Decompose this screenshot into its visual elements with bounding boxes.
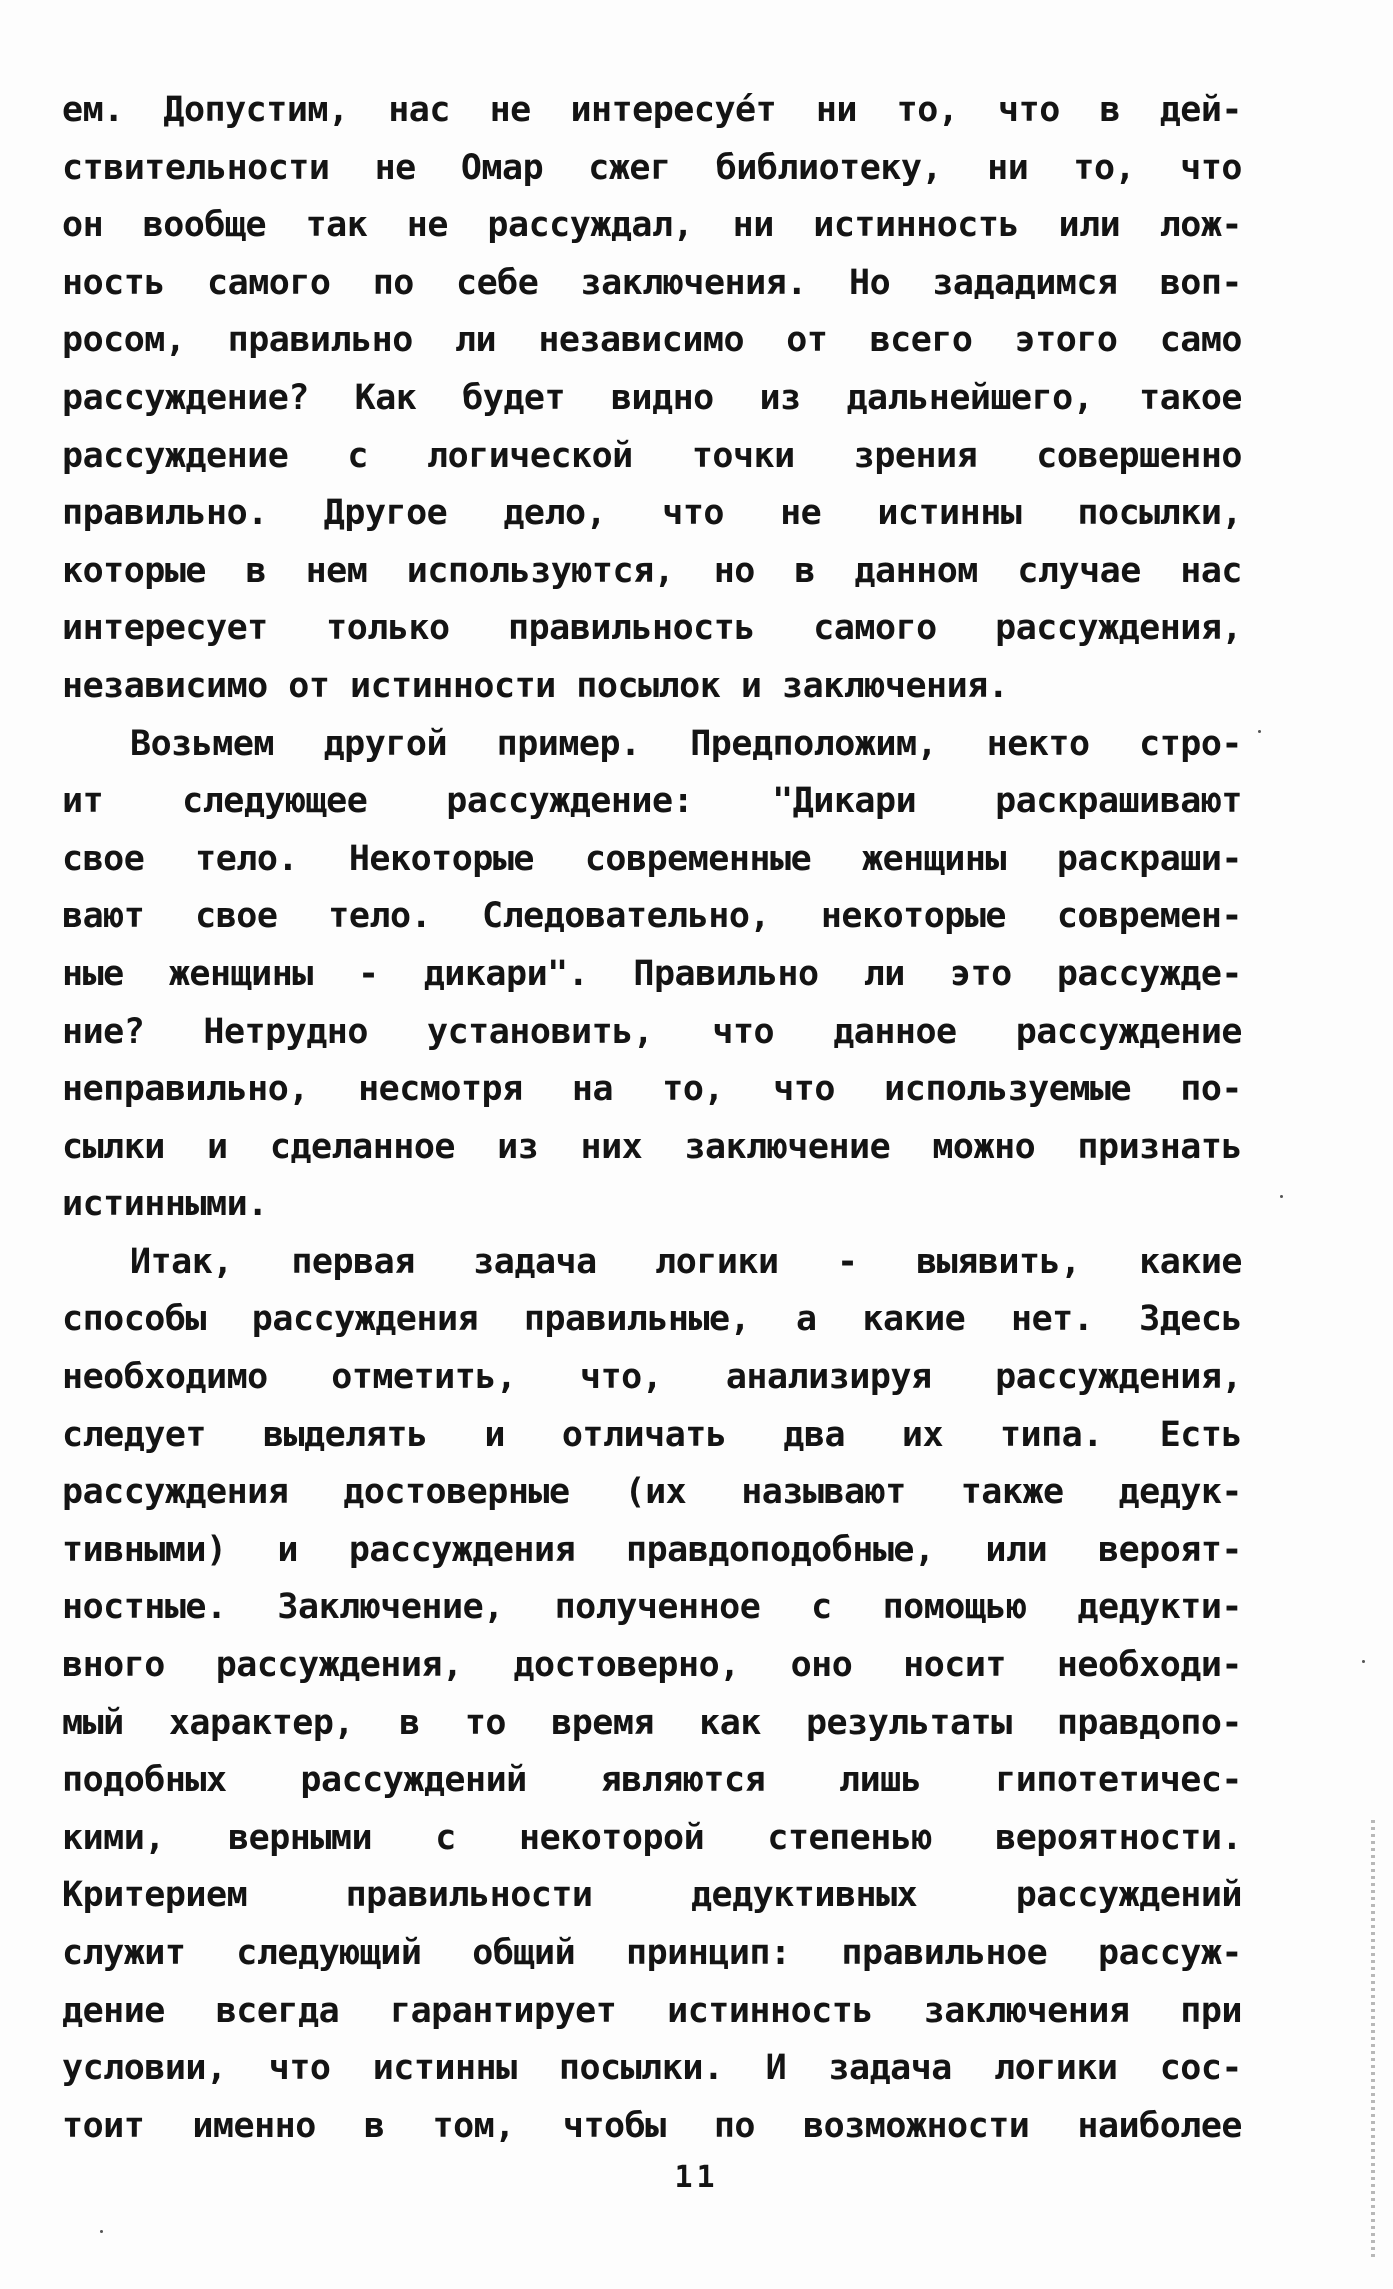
text-line: вают свое тело. Следовательно, некоторые современ- [62, 896, 1242, 937]
text-line: свое тело. Некоторые современные женщины раскраши- [62, 838, 1242, 879]
text-line: истинными. [62, 1184, 268, 1225]
text-line: тоит именно в том, чтобы по возможности наиболее [62, 2105, 1242, 2146]
text-line: дение всегда гарантирует истинность заключения при [62, 1990, 1242, 2031]
page-number: 11 [674, 2160, 719, 2195]
text-line: ность самого по себе заключения. Но зададимся воп- [62, 262, 1242, 303]
scan-edge-artifact [1371, 1820, 1375, 2260]
text-line: он вообще так не рассуждал, ни истинность или лож- [62, 205, 1242, 246]
text-line: ствительности не Омар сжег библиотеку, ни то, что [62, 147, 1242, 188]
text-line: интересует только правильность самого рассуждения, [62, 608, 1242, 649]
scan-speck [1280, 1195, 1283, 1198]
text-line: условии, что истинны посылки. И задача логики сос- [62, 2048, 1242, 2089]
text-line: которые в нем используются, но в данном случае нас [62, 550, 1242, 591]
text-line: способы рассуждения правильные, а какие нет. Здесь [62, 1299, 1242, 1340]
text-line: служит следующий общий принцип: правильное рассуж- [62, 1933, 1242, 1973]
text-line: рассуждение? Как будет видно из дальнейшего, такое [62, 377, 1242, 418]
text-line: правильно. Другое дело, что не истинны посылки, [62, 493, 1242, 534]
text-line: кими, верными с некоторой степенью вероятности. [62, 1817, 1242, 1858]
text-line: росом, правильно ли независимо от всего этого само [62, 320, 1242, 361]
scan-speck [100, 2230, 103, 2233]
text-line: ит следующее рассуждение: "Дикари раскрашивают [62, 781, 1242, 822]
body-text [62, 82, 1242, 2155]
scan-speck [1362, 1660, 1365, 1663]
text-line: следует выделять и отличать два их типа. Есть [62, 1414, 1242, 1455]
text-line: Итак, первая задача логики - выявить, какие [130, 1241, 1242, 1282]
text-line: ные женщины - дикари". Правильно ли это рассужде- [62, 953, 1242, 994]
text-line: мый характер, в то время как результаты правдопо- [62, 1702, 1242, 1743]
scan-speck [1258, 730, 1261, 733]
text-line: рассуждение с логической точки зрения совершенно [62, 435, 1242, 476]
text-line: Возьмем другой пример. Предположим, некто стро- [130, 723, 1242, 764]
text-line: Критерием правильности дедуктивных рассуждений [62, 1875, 1242, 1916]
text-line: ностные. Заключение, полученное с помощью дедукти- [62, 1587, 1242, 1628]
text-line: вного рассуждения, достоверно, оно носит необходи- [62, 1645, 1242, 1686]
text-line: рассуждения достоверные (их называют также дедук- [62, 1472, 1242, 1513]
text-line: ние? Нетрудно установить, что данное рассуждение [62, 1011, 1242, 1052]
text-line: ем. Допустим, нас не интересуе́т ни то, что в дей- [62, 90, 1242, 130]
text-line: независимо от истинности посылок и заключения. [62, 665, 1009, 706]
text-line: тивными) и рассуждения правдоподобные, или вероят- [62, 1529, 1242, 1570]
text-line: подобных рассуждений являются лишь гипотетичес- [62, 1760, 1242, 1801]
text-line: необходимо отметить, что, анализируя рассуждения, [62, 1357, 1242, 1398]
text-line: неправильно, несмотря на то, что используемые по- [62, 1069, 1242, 1110]
text-line: сылки и сделанное из них заключение можно признать [62, 1126, 1242, 1167]
